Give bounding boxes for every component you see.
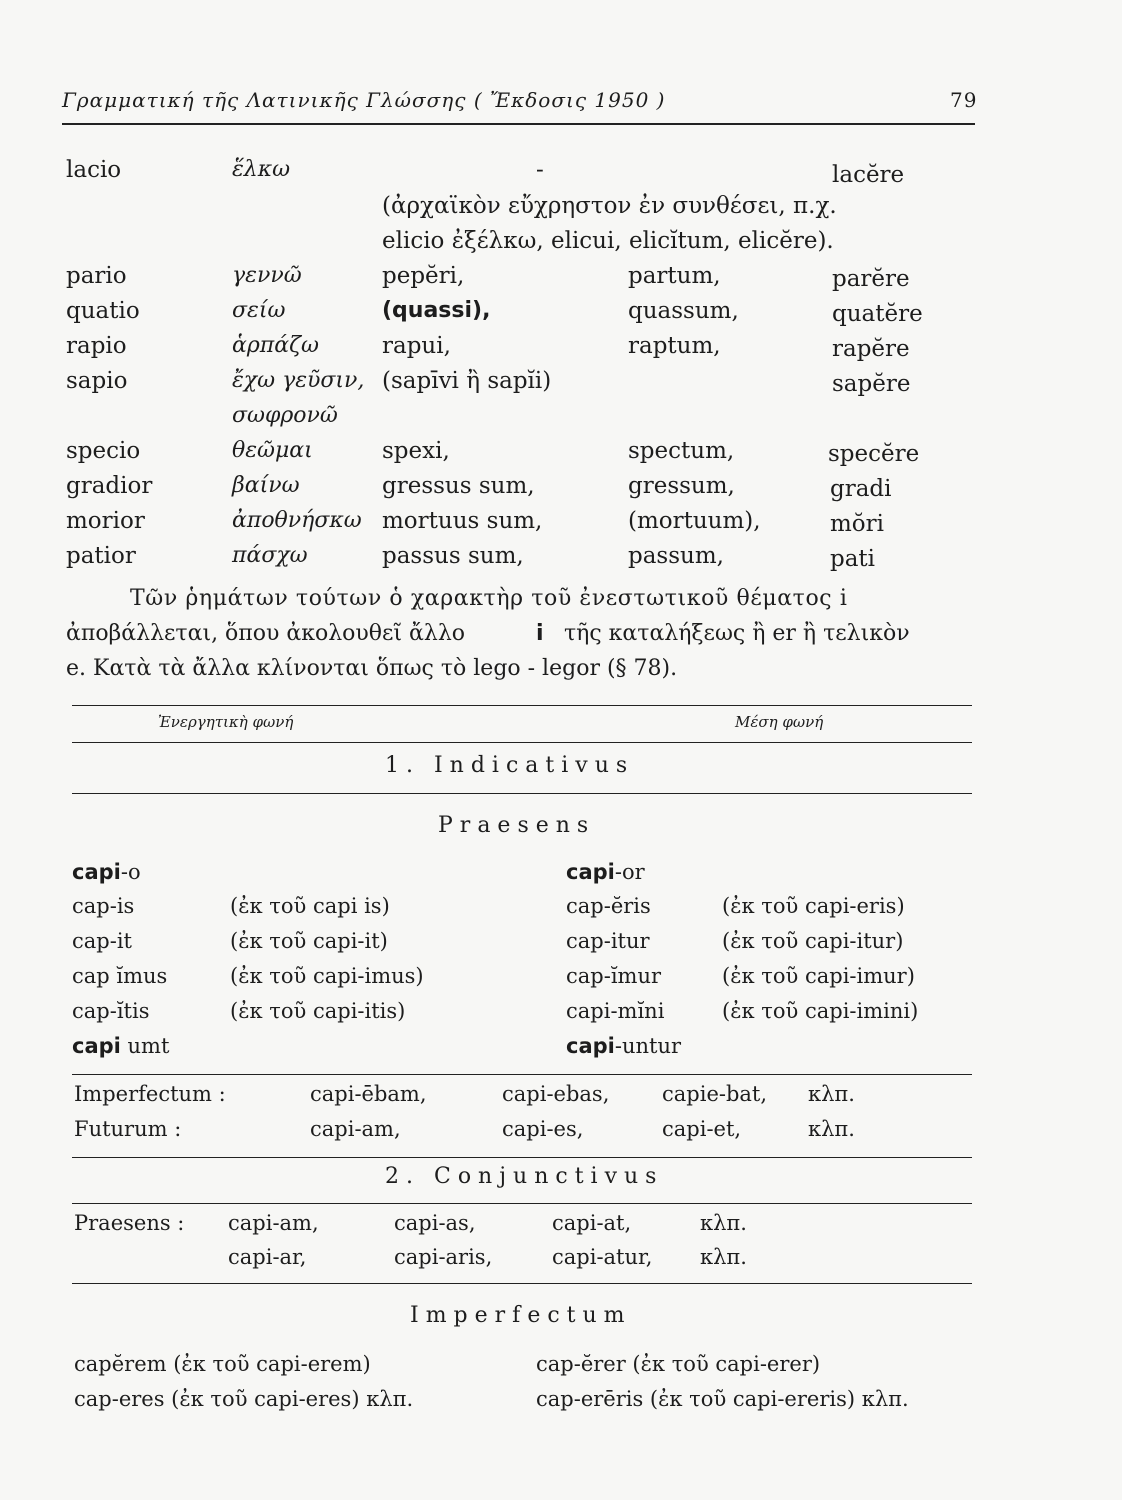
verb-supine: (mortuum), [628,508,761,534]
verb-supine: quassum, [628,298,739,324]
form: capĕrem (ἐκ τοῦ capi-erem) [74,1352,371,1376]
form: cap ĭmus [72,964,168,988]
ending: umt [120,1034,170,1058]
ending: -o [120,860,141,884]
verb-perfect: passus sum, [382,543,524,569]
verb-latin: specio [66,438,141,464]
verb-greek: πάσχω [232,543,308,568]
verb-perfect: gressus sum, [382,473,535,499]
verb-latin: rapio [66,333,127,359]
stem-bold: capi [72,1034,121,1058]
form-note: (ἐκ τοῦ capi-imini) [722,999,919,1023]
verb-greek: γεννῶ [232,263,302,288]
stem-bold: capi [566,1034,615,1058]
middle-voice-label: Μέση φωνή [735,713,824,731]
ending: -untur [614,1034,682,1058]
verb-note: elicio ἐξέλκω, elicui, elicĭtum, elicĕre). [382,228,834,254]
form-note: (ἐκ τοῦ capi-itur) [722,929,904,953]
verb-latin: morior [66,508,145,534]
paragraph-line: Τῶν ῥημάτων τούτων ὁ χαρακτὴρ τοῦ ἐνεστωτικοῦ θέματος i [130,586,848,611]
form-note: (ἐκ τοῦ capi-it) [230,929,388,953]
paragraph-line: ἀποβάλλεται, ὅπου ἀκολουθεῖ ἄλλο [66,621,466,646]
page-number: 79 [950,88,978,112]
paragraph-line: τῆς καταλήξεως ἢ er ἢ τελικὸν [564,621,910,646]
verb-infinitive: specĕre [828,441,920,467]
verb-perfect: spexi, [382,438,450,464]
form-note: (ἐκ τοῦ capi-itis) [230,999,406,1023]
form: cap-it [72,929,132,953]
verb-infinitive: lacĕre [832,162,905,188]
form: capi-es, [502,1117,584,1141]
form: κλπ. [808,1117,855,1141]
table-row [566,860,645,884]
form: capi-aris, [394,1245,493,1269]
paragraph-line: e. Κατὰ τὰ ἄλλα κλίνονται ὅπως τὸ lego - legor (§ 78). [66,656,678,681]
form: cap-ĕrer (ἐκ τοῦ capi-erer) [536,1352,821,1376]
form: κλπ. [808,1082,855,1106]
verb-greek-2: σωφρονῶ [232,403,338,428]
verb-greek: ἕλκω [232,157,291,182]
ending: -or [614,860,645,884]
header-rule [62,123,975,125]
form: capi-am, [310,1117,401,1141]
praesens-heading: Praesens [438,813,596,838]
praesens-label: Praesens : [74,1211,185,1235]
verb-infinitive: quatĕre [832,301,923,327]
futurum-label: Futurum : [74,1117,182,1141]
form-note: (ἐκ τοῦ capi-imus) [230,964,424,988]
verb-supine: partum, [628,263,721,289]
form: cap-ĭtis [72,999,150,1023]
conjunctivus-heading: 2. Conjunctivus [385,1164,664,1189]
verb-infinitive: parĕre [832,266,910,292]
verb-latin: pario [66,263,127,289]
verb-latin: gradior [66,473,153,499]
form: capi-as, [394,1211,476,1235]
form-note: (ἐκ τοῦ capi-eris) [722,894,905,918]
form: κλπ. [700,1245,747,1269]
verb-latin: sapio [66,368,128,394]
active-voice-label: Ἐνεργητικὴ φωνή [158,713,294,731]
form: cap-ĕris [566,894,651,918]
verb-greek: σείω [232,298,286,323]
verb-perfect: mortuus sum, [382,508,543,534]
section-rule [72,742,972,743]
table-row [72,1034,169,1058]
verb-perfect: pepĕri, [382,263,465,289]
form: capi-ēbam, [310,1082,427,1106]
imperfectum-heading: Imperfectum [410,1303,632,1328]
form: capi-am, [228,1211,319,1235]
verb-infinitive: mŏri [830,511,885,537]
section-rule [72,1283,972,1284]
section-rule [72,705,972,706]
verb-infinitive: pati [830,546,876,572]
form: cap-is [72,894,135,918]
form: capi-ar, [228,1245,307,1269]
verb-supine: raptum, [628,333,721,359]
form: κλπ. [700,1211,747,1235]
section-rule [72,1074,972,1075]
table-row [72,860,141,884]
form: cap-erēris (ἐκ τοῦ capi-ereris) κλπ. [536,1387,909,1411]
form: capie-bat, [662,1082,768,1106]
form: capi-mĭni [566,999,665,1023]
verb-infinitive: gradi [830,476,892,502]
stem-bold: capi [72,860,121,884]
section-rule [72,1203,972,1204]
form: capi-et, [662,1117,742,1141]
form-note: (ἐκ τοῦ capi is) [230,894,390,918]
paragraph-bold-i: i [536,621,544,646]
verb-latin: patior [66,543,136,569]
verb-supine: spectum, [628,438,735,464]
verb-greek: βαίνω [232,473,300,498]
form: capi-at, [552,1211,632,1235]
verb-supine: gressum, [628,473,735,499]
form-note: (ἐκ τοῦ capi-imur) [722,964,915,988]
verb-greek: ἔχω γεῦσιν, [232,368,365,393]
verb-supine: passum, [628,543,724,569]
form: cap-ĭmur [566,964,662,988]
form: capi-atur, [552,1245,653,1269]
verb-perfect: rapui, [382,333,451,359]
verb-greek: ἁρπάζω [232,333,319,358]
verb-latin: lacio [66,157,122,183]
verb-greek: θεῶμαι [232,438,313,463]
section-rule [72,793,972,794]
verb-note: (ἀρχαϊκὸν εὔχρηστον ἐν συνθέσει, π.χ. [382,193,837,219]
form: cap-itur [566,929,650,953]
verb-latin: quatio [66,298,140,324]
verb-infinitive: rapĕre [832,336,910,362]
table-row [566,1034,681,1058]
running-header: Γραμματική τῆς Λατινικῆς Γλώσσης ( Ἔκδοσις 1950 ) [62,88,666,112]
verb-greek: ἀποθνήσκω [232,508,362,533]
form: cap-eres (ἐκ τοῦ capi-eres) κλπ. [74,1387,414,1411]
verb-infinitive: sapĕre [832,371,911,397]
form: capi-ebas, [502,1082,610,1106]
verb-perfect: - [536,157,544,183]
section-rule [72,1157,972,1158]
stem-bold: capi [566,860,615,884]
verb-perfect: (sapīvi ἢ sapĭi) [382,368,552,394]
verb-perfect: (quassi), [382,298,491,323]
imperfectum-label: Imperfectum : [74,1082,226,1106]
indicativus-heading: 1. Indicativus [385,753,635,778]
